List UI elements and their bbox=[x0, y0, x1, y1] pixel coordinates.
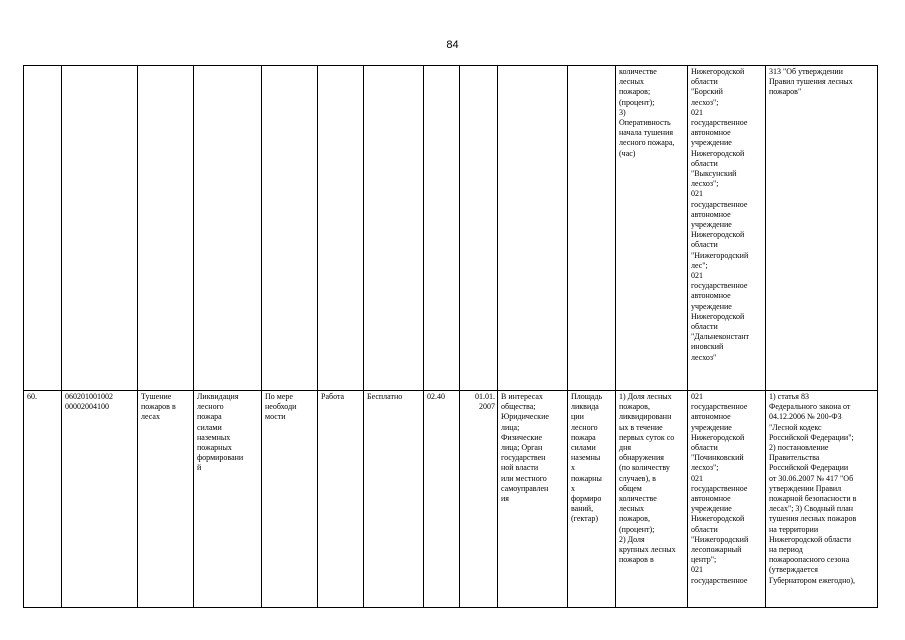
cell-frequency bbox=[262, 66, 318, 391]
cell-content bbox=[194, 66, 262, 391]
table-row bbox=[24, 66, 878, 391]
cell-date bbox=[460, 66, 498, 391]
cell-service-name bbox=[138, 66, 194, 391]
cell-payment: Бесплатно bbox=[364, 391, 424, 608]
cell-number bbox=[24, 66, 62, 391]
cell-consumers: В интересах общества; Юридические лица; Физические лица; Орган государствен ной власти или местного самоуправлен ия bbox=[498, 391, 568, 608]
page-number: 84 bbox=[446, 39, 459, 51]
cell-legal-basis: 1) статья 83 Федерального закона от 04.12.2006 № 200-ФЗ "Лесной кодекс Российской Федерации"; 2) постановление Правительства Российской Федерации от 30.06.2007 № 417 "Об утверждении Правил пожарной безопасности в лесах"; 3) Сводный план тушения лесных пожаров на территории Нижегородской области на период пожароопасного сезона (утверждается Губернатором ежегодно), bbox=[766, 391, 878, 608]
table-row bbox=[24, 391, 878, 608]
cell-consumers bbox=[498, 66, 568, 391]
cell-registry-code bbox=[62, 66, 138, 391]
cell-registry-code: 060201001002 00002004100 bbox=[62, 391, 138, 608]
cell-quality-indicators: количестве лесных пожаров; (процент); 3) Оперативность начала тушения лесного пожара, (час) bbox=[616, 66, 688, 391]
cell-volume-indicator: Площадь ликвида ции лесного пожара силами наземны х пожарны х формиро ваний, (гектар) bbox=[568, 391, 616, 608]
cell-institutions: Нижегородской области "Борский лесхоз"; 021 государственное автономное учреждение Нижегородской области "Выксунский лесхоз"; 021 государственное автономное учреждение Нижегородской области "Нижегородский лес"; 021 государственное автономное учреждение Нижегородской области "Дальнеконстант иновский лесхоз" bbox=[688, 66, 766, 391]
cell-type: Работа bbox=[318, 391, 364, 608]
cell-service-name: Тушение пожаров в лесах bbox=[138, 391, 194, 608]
cell-quality-indicators: 1) Доля лесных пожаров, ликвидированн ых в течение первых суток со дня обнаружения (по количеству случаев), в общем количестве лесных пожаров, (процент); 2) Доля крупных лесных пожаров в bbox=[616, 391, 688, 608]
cell-okved: 02.40 bbox=[424, 391, 460, 608]
cell-okved bbox=[424, 66, 460, 391]
cell-legal-basis: 313 "Об утверждении Правил тушения лесных пожаров" bbox=[766, 66, 878, 391]
cell-type bbox=[318, 66, 364, 391]
cell-payment bbox=[364, 66, 424, 391]
cell-content: Ликвидация лесного пожара силами наземных пожарных формировани й bbox=[194, 391, 262, 608]
cell-date: 01.01. 2007 bbox=[460, 391, 498, 608]
cell-volume-indicator bbox=[568, 66, 616, 391]
cell-number: 60. bbox=[24, 391, 62, 608]
cell-institutions: 021 государственное автономное учреждение Нижегородской области "Починковский лесхоз"; 021 государственное автономное учреждение Нижегородской области "Нижегородский лесопожарный центр"; 021 государственное bbox=[688, 391, 766, 608]
services-table bbox=[23, 65, 878, 608]
cell-frequency: По мере необходи мости bbox=[262, 391, 318, 608]
